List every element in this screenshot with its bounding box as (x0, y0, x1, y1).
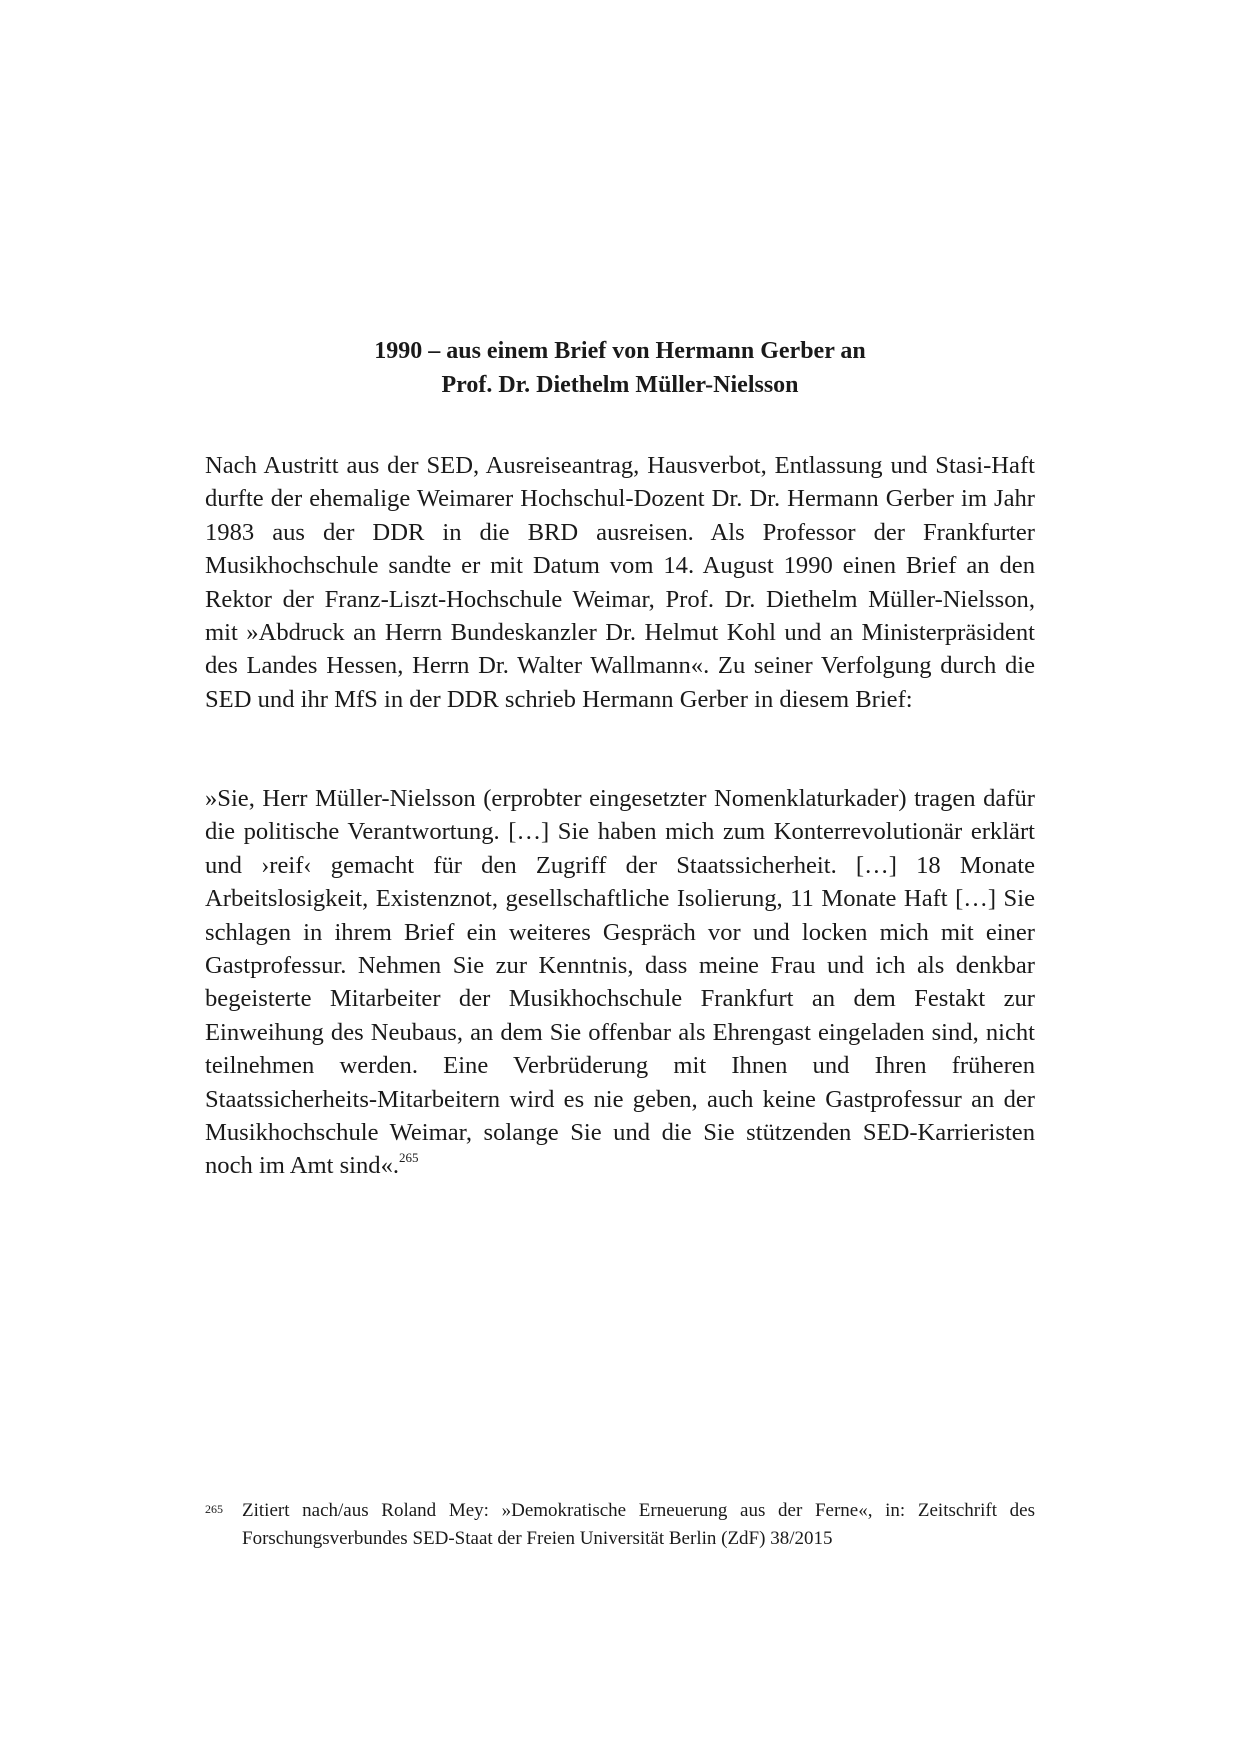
intro-paragraph: Nach Austritt aus der SED, Ausreiseantrag, Hausverbot, Entlassung und Stasi-Haft durfte der ehemalige Weimarer Hochschul-Dozent Dr. Dr. Hermann Gerber im Jahr 1983 aus der DDR in die BRD ausreisen. Als Professor der Frankfurter Musikhochschule sandte er mit Datum vom 14. August 1990 einen Brief an den Rektor der Franz-Liszt-Hochschule Weimar, Prof. Dr. Diethelm Müller-Nielsson, mit »Abdruck an Herrn Bundeskanzler Dr. Helmut Kohl und an Ministerpräsident des Landes Hessen, Herrn Dr. Walter Wallmann«. Zu seiner Verfolgung durch die SED und ihr MfS in der DDR schrieb Hermann Gerber in diesem Brief: (205, 452, 1035, 713)
footnote (205, 1497, 1035, 1553)
footnote-text: Zitiert nach/aus Roland Mey: »Demokratische Erneuerung aus der Ferne«, in: Zeitschrift des Forschungsverbundes SED-Staat der Freien Universität Berlin (ZdF) 38/2015 (242, 1500, 1035, 1549)
quote-text: »Sie, Herr Müller-Nielsson (erprobter eingesetzter Nomenklaturkader) tragen dafür die politische Verantwortung. […] Sie haben mich zum Konterrevolutionär erklärt und ›reif‹ gemacht für den Zugriff der Staatssicherheit. […] 18 Monate Arbeitslosigkeit, Existenznot, gesellschaftliche Isolierung, 11 Monate Haft […] Sie schlagen in ihrem Brief ein weiteres Gespräch vor und locken mich mit einer Gastprofessur. Nehmen Sie zur Kenntnis, dass meine Frau und ich als denkbar begeisterte Mitarbeiter der Musikhochschule Frankfurt an dem Festakt zur Einweihung des Neubaus, an dem Sie offenbar als Ehrengast eingeladen sind, nicht teilnehmen werden. Eine Verbrüderung mit Ihnen und Ihren früheren Staatssicherheits-Mitarbeitern wird es nie geben, auch keine Gastprofessur an der Musikhochschule Weimar, solange Sie und die Sie stützenden SED-Karrieristen noch im Amt sind«. (205, 785, 1035, 1180)
heading-line-2: Prof. Dr. Diethelm Müller-Nielsson (441, 372, 799, 398)
footnote-number: 265 (205, 1502, 223, 1516)
heading-line-1: 1990 – aus einem Brief von Hermann Gerber an (374, 338, 866, 364)
section-heading (205, 334, 1035, 402)
footnote-reference[interactable]: 265 (399, 1150, 419, 1166)
quote-paragraph (205, 782, 1035, 1183)
